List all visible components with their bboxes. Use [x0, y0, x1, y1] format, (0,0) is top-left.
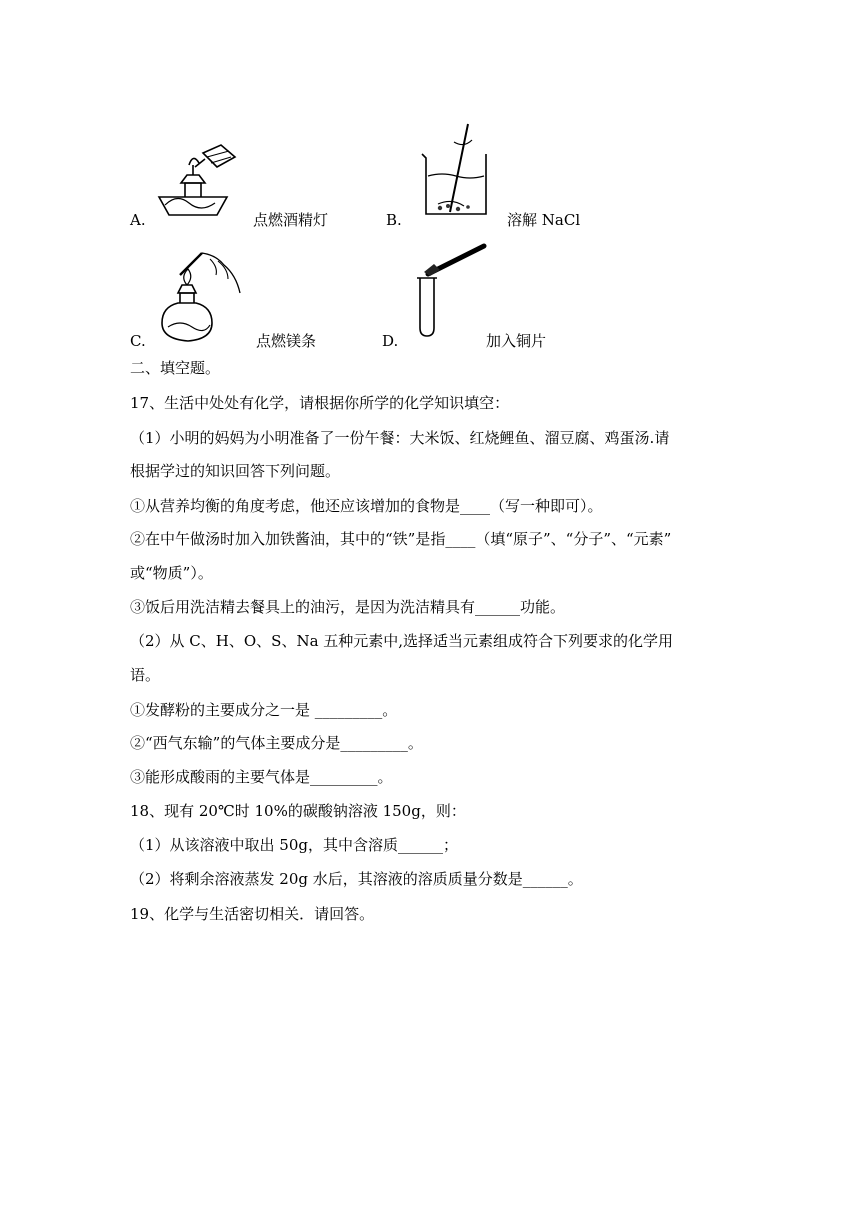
q17-sub1: ①从营养均衡的角度考虑，他还应该增加的食物是____（写一种即可）。: [130, 497, 603, 515]
option-b-caption: 溶解 NaCl: [507, 211, 581, 229]
q17-sub2-line1: ②在中午做汤时加入加铁酱油，其中的“铁”是指____（填“原子”、“分子”、“元素”: [130, 530, 672, 548]
burning-magnesium-figure: [158, 249, 246, 345]
option-d-letter: D.: [382, 332, 399, 350]
lighting-alcohol-lamp-icon: [155, 143, 239, 221]
lighting-alcohol-lamp-figure: [155, 143, 239, 221]
q17-part1-line1: （1）小明的妈妈为小明准备了一份午餐：大米饭、红烧鲤鱼、溜豆腐、鸡蛋汤.请: [130, 429, 670, 447]
option-c-letter: C.: [130, 332, 146, 350]
option-a-letter: A.: [130, 211, 146, 229]
q17-item2: ②“西气东输”的气体主要成分是_________。: [130, 734, 423, 752]
q18-stem: 18、现有 20℃时 10%的碳酸钠溶液 150g，则：: [130, 802, 466, 820]
q18-part1: （1）从该溶液中取出 50g，其中含溶质______；: [130, 836, 459, 854]
option-b-letter: B.: [386, 211, 402, 229]
option-a-caption: 点燃酒精灯: [253, 211, 329, 229]
stirring-beaker-figure: [418, 120, 496, 218]
q17-part2-line2: 语。: [130, 666, 161, 684]
stirring-beaker-icon: [418, 120, 496, 218]
test-tube-copper-icon: [414, 242, 490, 338]
test-tube-copper-figure: [414, 242, 490, 338]
q17-part1-line2: 根据学过的知识回答下列问题。: [130, 462, 341, 480]
q18-part2: （2）将剩余溶液蒸发 20g 水后，其溶液的溶质质量分数是______。: [130, 870, 583, 888]
option-d-caption: 加入铜片: [486, 332, 547, 350]
q17-stem: 17、生活中处处有化学，请根据你所学的化学知识填空：: [130, 394, 510, 412]
section-title: 二、填空题。: [130, 359, 221, 377]
burning-magnesium-icon: [158, 249, 246, 345]
q17-sub3: ③饭后用洗洁精去餐具上的油污，是因为洗洁精具有______功能。: [130, 598, 566, 616]
q17-sub2-line2: 或“物质”）。: [130, 564, 213, 582]
q17-part2-line1: （2）从 C、H、O、S、Na 五种元素中,选择适当元素组成符合下列要求的化学用: [130, 632, 674, 650]
q17-item3: ③能形成酸雨的主要气体是_________。: [130, 768, 393, 786]
q19-stem: 19、化学与生活密切相关．请回答。: [130, 905, 375, 923]
q17-item1: ①发酵粉的主要成分之一是 _________。: [130, 701, 398, 719]
option-c-caption: 点燃镁条: [256, 332, 317, 350]
